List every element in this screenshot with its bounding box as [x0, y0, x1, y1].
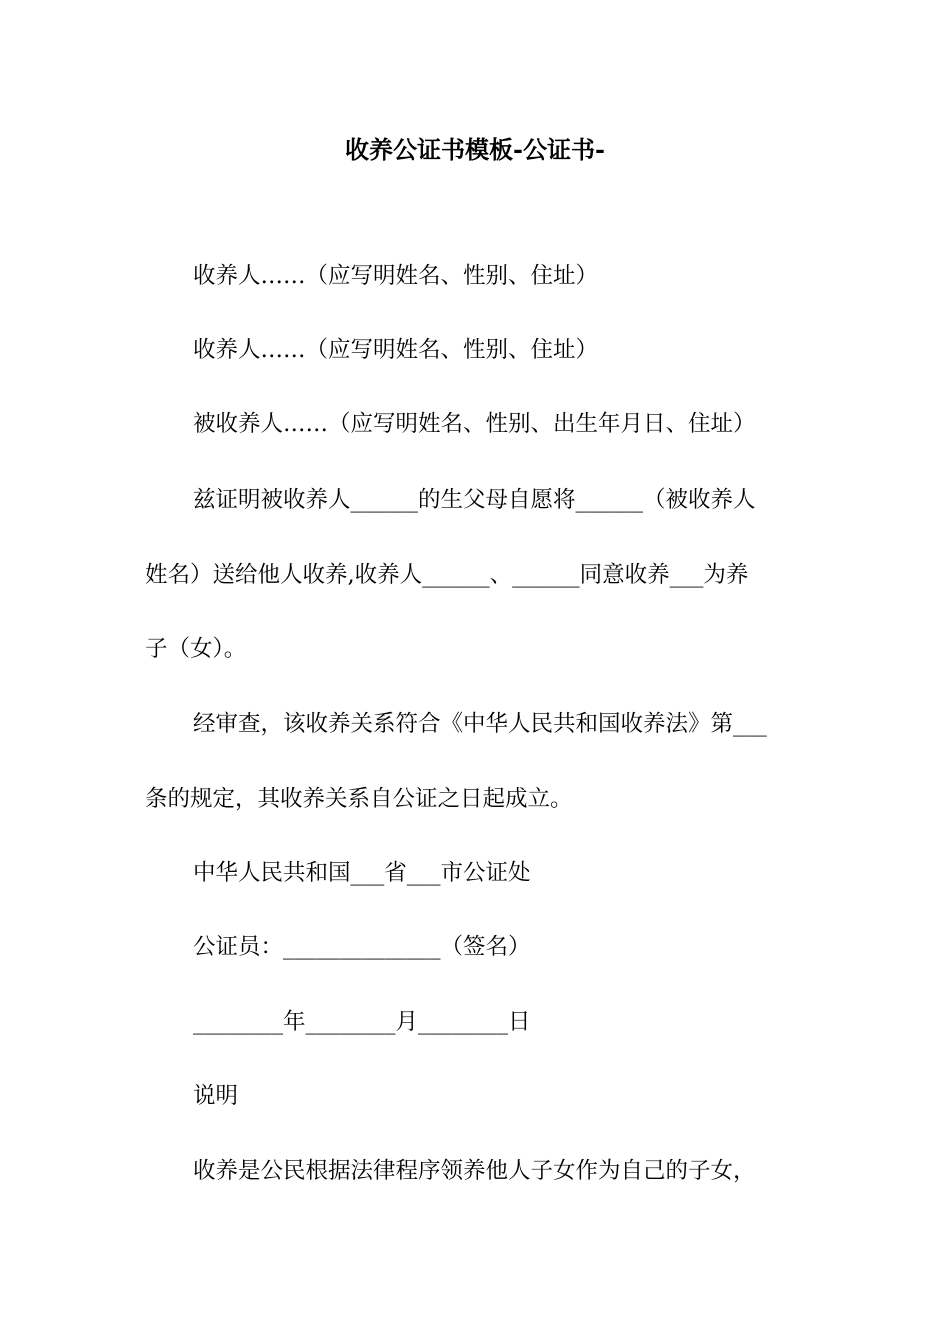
adopter-line-2: 收养人……（应写明姓名、性别、住址） — [193, 337, 599, 363]
certification-line-1: 兹证明被收养人______的生父母自愿将______（被收养人 — [193, 487, 756, 513]
explanation-text: 收养是公民根据法律程序领养他人子女作为自己的子女， — [193, 1158, 756, 1184]
page-title: 收养公证书模板-公证书- — [345, 135, 605, 164]
notary-office-line: 中华人民共和国___省___市公证处 — [193, 860, 531, 886]
notary-signature-line: 公证员：______________（签名） — [193, 934, 531, 960]
adoptee-line: 被收养人……（应写明姓名、性别、出生年月日、住址） — [193, 411, 756, 437]
certification-line-3: 子（女）。 — [145, 636, 247, 662]
adopter-line-1: 收养人……（应写明姓名、性别、住址） — [193, 263, 599, 289]
certification-line-2: 姓名）送给他人收养,收养人______、______同意收养___为养 — [145, 562, 749, 588]
date-line: ________年________月________日 — [193, 1009, 531, 1035]
review-line-1: 经审查，该收养关系符合《中华人民共和国收养法》第___ — [193, 711, 767, 737]
explanation-heading: 说明 — [193, 1083, 239, 1109]
review-line-2: 条的规定，其收养关系自公证之日起成立。 — [145, 786, 573, 812]
